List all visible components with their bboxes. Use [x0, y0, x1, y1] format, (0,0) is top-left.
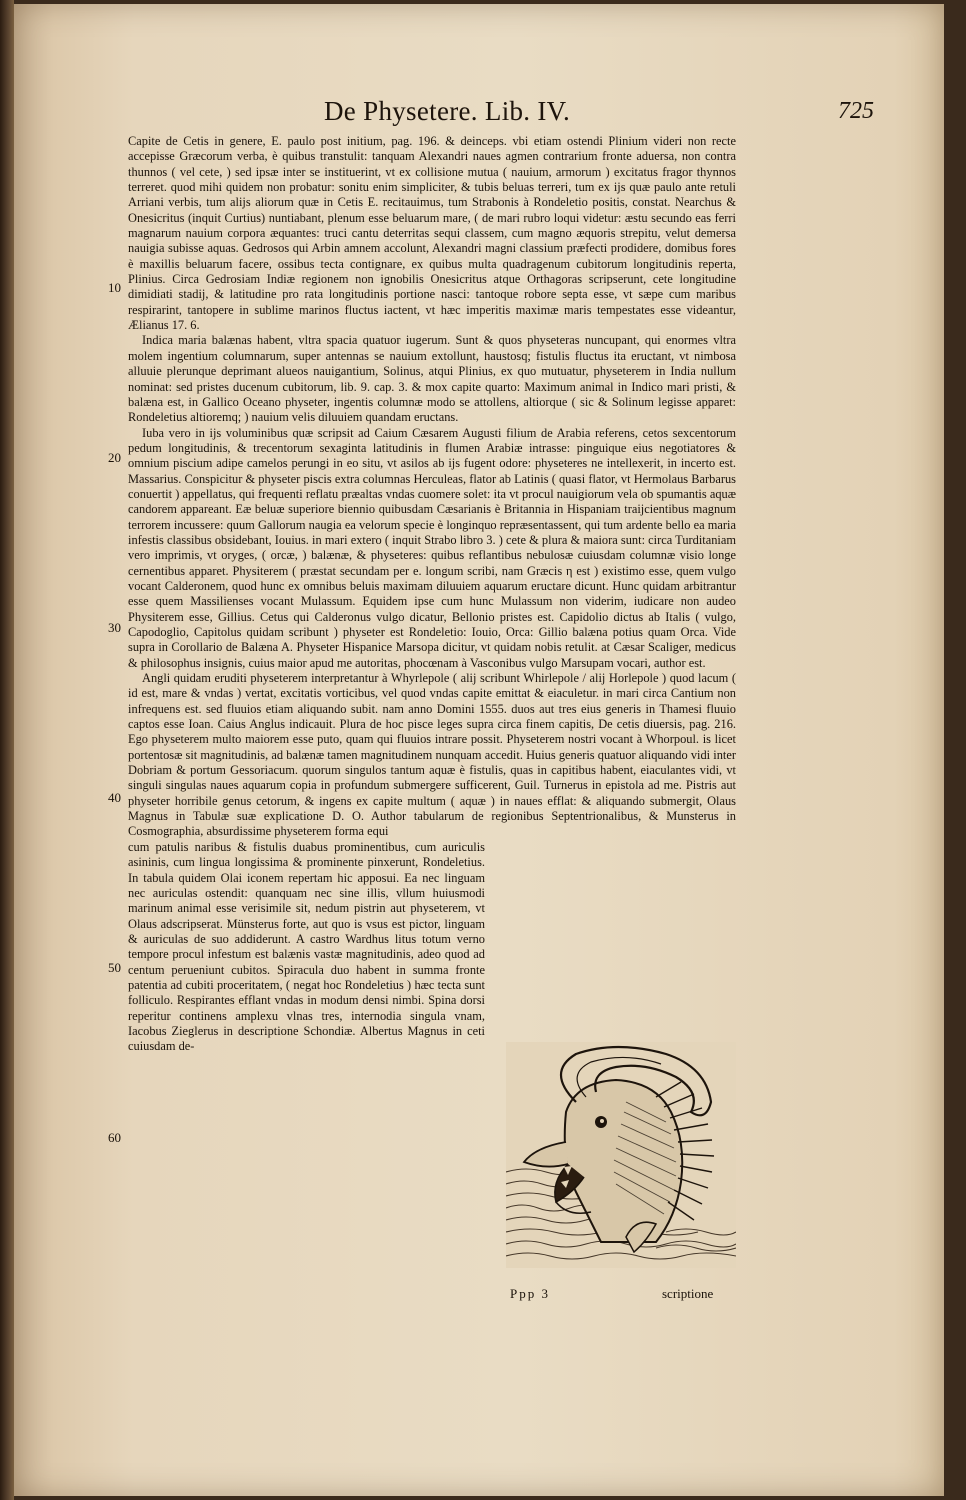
signature-mark: Ppp 3 [510, 1286, 550, 1301]
line-number: 10 [108, 280, 121, 295]
paragraph: Iuba vero in ijs voluminibus quæ scripsit ad Caium Cæsarem Augusti filium de Arabia referens, cetos sexcentorum pedum longitudinis, & trecentorum sexaginta latitudinis in flumen Arabiæ intrasse: pinguique eius negotiatores & omnium piscium adipe camelos perungi in eo situ, vt asilos ab ijs fugent odore: physeteres ne intellexerit, in incerto est. Massarius. Conspicitur & physeter piscis extra columnas Herculeas, flator ab Latinis ( quasi flator, vt Hermolaus Barbarus conuertit ) appellatus, qui frequenti reflatu præaltas vndas cuomere solet: ita vt procul nauigiorum vela ob spumantis aquæ candorem appareant. Eæ beluæ superiore biennio quibusdam Cæsarianis è Britannia in Hispaniam traijcientibus magnum terrorem incussere: quum Gallorum naugia ea velorum specie è longinquo repræsentassent, qui tum ardente bello ea maria infestis classibus obsidebant, Iouius. in mari extero ( inquit Strabo libro 3. ) cete & plura & maiora sunt: circa Turditaniam vero imprimis, vt oryges, ( orcæ, ) balænæ, & physeteres: quibus reflantibus nebulosæ cuiusdam columnæ visio longe cernentibus apparet. Physiterem ( præstat secundam per e. longum scribi, nam Græcis η est ) existimo esse, quem vulgo vocant Calderonem, quod hunc ex omnibus beluis maximam diluuiem aquarum eructare dicunt. Hunc quidam arbitrantur esse quem Massilienses vocant Mulassum. Equidem ipse cum hunc Mulassum non viderim, iudicare non audeo Physiterem esse, Gillius. Cetus qui Calderonus vulgo dicatur, Bellonio pristes est. Capidolio dictus ab Italis ( vulgo, Capodoglio, Capitolus quidam scribunt ) physeter est Rondeletio: Iouio, Orca: Gillio balæna potius quam Orca. Vide supra in Corollario de Balæna A. Physeter Hispanice Marsopa dicitur, vt quidam nobis retulit. at Cæsar Scaliger, medicus & philosophus insignis, cuius maior apud me autoritas, phocœnam à Vasconibus vulgo Marsupam vocari, author est. [128, 425, 736, 670]
body-text [128, 134, 736, 1055]
running-title: De Physetere. Lib. IV. [324, 96, 571, 126]
paragraph: Angli quidam eruditi physeterem interpretantur à Whyrlepole ( alij scribunt Whirlepole / alij Horlepole ) quod lacum ( id est, mare & vndas ) vertat, excitatis vorticibus, vel quod vndas capite emittat & eiaculetur. in mari circa Cantium non infrequens est. sed fluuios etiam aliquando subit. nam anno Domini 1555. duos aut tres eius generis in Thamesi fluuio captos esse Ioan. Caius Anglus indicauit. Plura de hoc pisce leges supra circa finem capitis, De cetis diuersis, pag. 216. Ego physeterem multo maiorem esse puto, quam qui fluuios intrare possit. Physeterem nostri vocant à Whorpoul. is licet portentosæ sit magnitudinis, ad balænæ tamen magnitudinem nunquam accedit. Huius generis quatuor aliquando vidi inter Dobriam & portum Gessoriacum. quorum singulos tantum aquæ è fistulis, quas in capitibus habent, eiaculantes vidi, vt singuli singulas naues aquarum copia in profundum submergere sufficerent, Guil. Turnerus in epistola ad me. Pistris aut physeter horribile genus cetorum, & ingens ex capite multum ( aquæ ) in naues efflat: & aliquando submergit, Olaus Magnus in Tabulæ suæ explicatione D. O. Author tabularum de regionibus Septentrionalibus, & Munsterus in Cosmographia, absurdissime physeterem forma equi [128, 671, 736, 839]
paragraph: Indica maria balænas habent, vltra spacia quatuor iugerum. Sunt & quos physeteras nuncupant, qui enormes vltra molem ingentium columnarum, super antennas se nauium extollunt, haustosq; fistulis fluctus ita eructant, vt nimbosa alluuie plerunque deprimant alueos nauigantium, Solinus, atqui Plinius, ex quo mutuatur, physeterem in India nullum nominat: sed pristes ducenum cubitorum, lib. 9. cap. 3. & mox capite quarto: Maximum animal in Indico mari pristi, & balæna est, in Gallico Oceano physeter, ingentis columnæ modo se attollens, altiorque ( sic & Solinum legisse apparet: Rondeletius altioremq; ) nauium velis diluuiem quandam eructans. [128, 333, 736, 425]
paragraph-beside-woodcut: cum patulis naribus & fistulis duabus prominentibus, cum auriculis asininis, cum lingua longissima & prominente pinxerunt, Rondeletius. In tabula quidem Olai iconem repertam hic apposui. Ea nec linguam nec auriculas ostendit: quanquam nec sine illis, vllum huiusmodi marinum animal esse verisimile sit, nedum pistrin aut physeterem, vt Olaus adscripserat. Münsterus forte, aut quo is vsus est pictor, linguam & auriculas de suo addiderunt. A castro Wardhus litus totum verno tempore procul infestum est balænis vastæ magnitudinis, adeo quod ad centum perueniunt cubitos. Spiracula duo habent in summa fronte patentia ad cubiti proceritatem, ( negat hoc Rondeletius ) hæc tecta sunt folliculo. Respirantes efflant vndas in modum densi nimbi. Spina dorsi reperitur continens amplexu vlnas tres, internodia singula vnam, Iacobus Zieglerus in descriptione Schondiæ. Albertus Magnus in ceti cuiusdam de- [128, 839, 485, 1054]
catchword: scriptione [662, 1286, 714, 1301]
line-number: 30 [108, 620, 121, 635]
paragraph: Capite de Cetis in genere, E. paulo post initium, pag. 196. & deinceps. vbi etiam ostendi Plinium videri non recte accepisse Græcorum verba, è quibus transtulit: tanquam Alexandri naues agmen contrarium fronte aduersa, non contra thunnos ( vel cete, ) sed ipsæ inter se instituerint, vt ex collisione mutua ( nauium, armorum ) excitatus fragor thynnos terreret. quod mihi quidem non probatur: sonitu enim simpliciter, & tubis beluas terreri, tum ex ijs quæ paulo ante retuli Arriani verbis, tum alijs aliorum quæ in Cetis E. recitauimus, tum Strabonis à Rondeletio positis, constat. Nearchus & Onesicritus (inquit Curtius) nuntiabant, plenum esse beluarum mare, ( de mari rubro loqui videtur: æstu secundo eas ferri magnarum nauium corpora æquantes: truci cantu deterritas sequi classem, cum magno æquoris strepitu, velut demersa nauigia subisse aquas. Gedrosos qui Arbin amnem accolunt, Alexandri magni classium præfecti prodidere, domibus fores è maxillis beluarum facere, ossibus tecta contignare, ex quibus multa quadragenum cubitorum longitudinis reperta, Plinius. Circa Gedrosiam Indiæ regionem non ignobilis Onesicritus atque Orthagoras scripserunt, cete longitudine dimidiati stadij, & latitudine pro rata longitudinis portione nasci: tantoque robore septa esse, vt sæpe cum maribus respirarint, tantopere in sublime marinos fluctus iactent, vt hæc imperitis maximæ maris tempestates esse videantur, Ælianus 17. 6. [128, 134, 736, 333]
book-page [14, 4, 944, 1496]
page-header [314, 96, 874, 130]
line-number: 20 [108, 450, 121, 465]
line-number: 40 [108, 790, 121, 805]
book-spine [0, 0, 14, 1500]
page-number: 725 [838, 98, 874, 124]
line-number: 60 [108, 1130, 121, 1145]
line-number: 50 [108, 960, 121, 975]
physeter-woodcut-illustration [506, 1042, 736, 1268]
